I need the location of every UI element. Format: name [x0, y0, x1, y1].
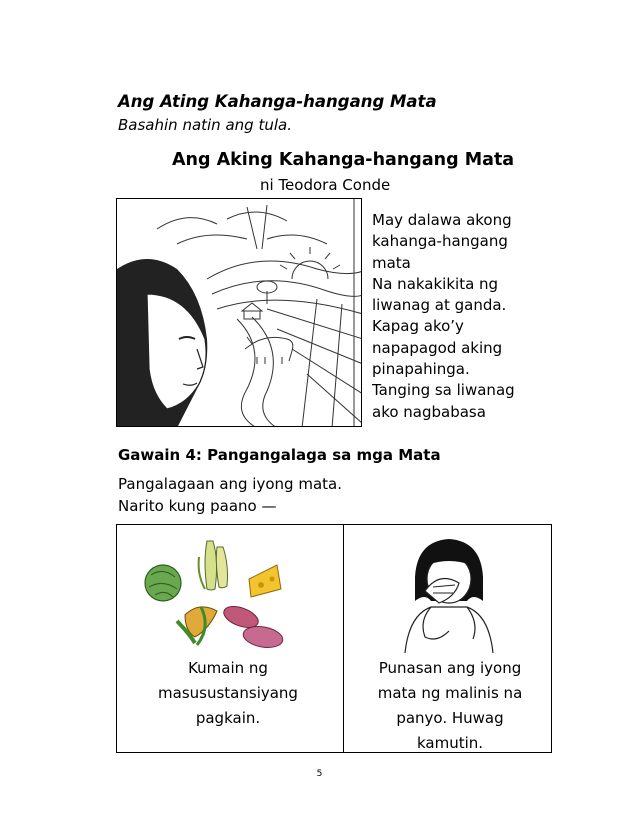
activity-instruction: Narito kung paano —	[118, 497, 277, 515]
activity-title: Gawain 4: Pangangalaga sa mga Mata	[118, 446, 441, 464]
poem-line: ako nagbabasa	[372, 402, 486, 421]
caption-eat-healthy	[140, 656, 316, 731]
activity-instruction: Pangalagaan ang iyong mata.	[118, 475, 342, 493]
table-divider	[343, 525, 344, 752]
poem-line: Na nakakikita ng	[372, 274, 499, 293]
poem-illustration	[116, 198, 362, 427]
poem-line: May dalawa akong	[372, 211, 512, 229]
poem-line: Tanging sa liwanag	[372, 381, 515, 400]
caption-wipe-eyes	[345, 656, 555, 756]
caption-line: masusustansiyang	[158, 684, 298, 702]
caption-line: Punasan ang iyong	[378, 659, 522, 677]
caption-line: pagkain.	[195, 709, 261, 727]
poem-text	[372, 210, 542, 423]
caption-line: mata ng malinis na	[377, 684, 523, 702]
poem-author: ni Teodora Conde	[260, 176, 391, 194]
poem-line: kahanga-hangang	[372, 232, 508, 251]
poem-line: pinapahinga.	[372, 360, 470, 379]
girl-wiping-eyes-illustration	[375, 531, 525, 653]
girl-landscape-illustration	[117, 199, 362, 427]
caption-line: panyo. Huwag	[396, 709, 504, 727]
section-subheading: Basahin natin ang tula.	[118, 116, 292, 134]
poem-line: mata	[372, 253, 411, 272]
caption-line: kamutin.	[416, 734, 484, 752]
section-heading: Ang Ating Kahanga-hangang Mata	[118, 92, 437, 111]
poem-title: Ang Aking Kahanga-hangang Mata	[172, 150, 515, 170]
poem-line: Kapag ako’y	[372, 317, 464, 336]
food-illustration	[139, 531, 289, 653]
caption-line: Kumain ng	[188, 659, 268, 677]
page-number: 5	[316, 769, 323, 779]
poem-line: napapagod aking	[372, 338, 503, 357]
poem-line: liwanag at ganda.	[372, 296, 507, 315]
